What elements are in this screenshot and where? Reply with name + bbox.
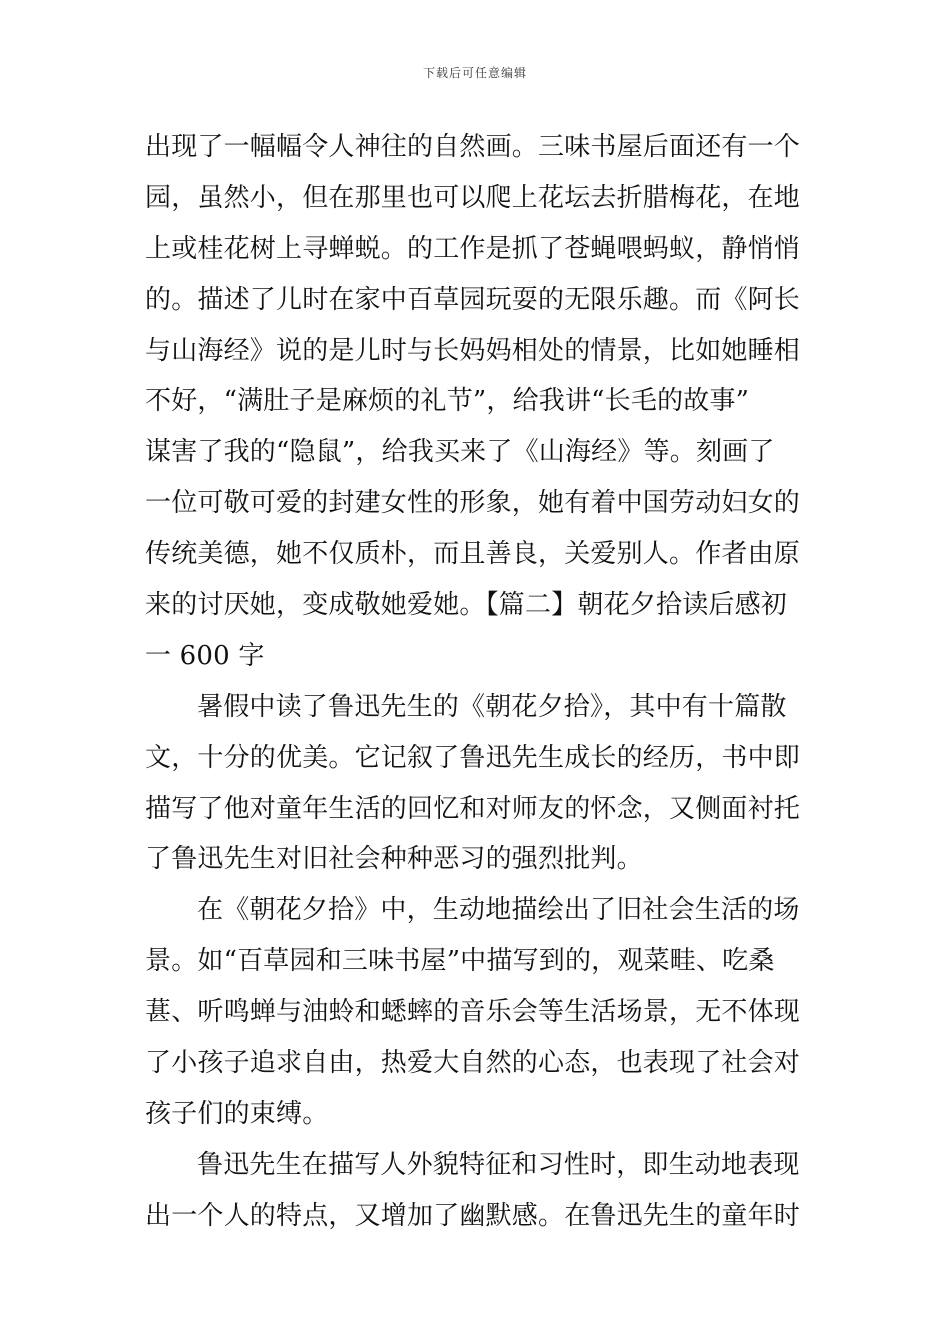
text-line: 不好，“满肚子是麻烦的礼节”，给我讲“长毛的故事” <box>145 386 750 417</box>
document-body <box>145 122 810 1242</box>
text-line-indented: 暑假中读了鲁迅先生的《朝花夕拾》，其中有十篇散 <box>197 691 787 722</box>
text-line: 来的讨厌她，变成敬她爱她。【篇二】朝花夕拾读后感初 <box>145 590 788 621</box>
paragraph-1 <box>145 122 810 682</box>
text-line-indented: 在《朝花夕拾》中，生动地描绘出了旧社会生活的场 <box>197 895 800 926</box>
text-line: 一 600 字 <box>145 640 265 671</box>
text-line: 孩子们的束缚。 <box>145 1098 329 1129</box>
text-line: 描写了他对童年生活的回忆和对师友的怀念，又侧面衬托 <box>145 793 801 824</box>
text-line: 谋害了我的“隐鼠”，给我买来了《山海经》等。刻画了 <box>145 437 775 468</box>
text-line: 出一个人的特点，又增加了幽默感。在鲁迅先生的童年时 <box>145 1200 801 1231</box>
text-line: 葚、听鸣蝉与油蛉和蟋蟀的音乐会等生活场景，无不体现 <box>145 997 801 1028</box>
text-line: 文，十分的优美。它记叙了鲁迅先生成长的经历，书中即 <box>145 742 801 773</box>
text-line: 与山海经》说的是儿时与长妈妈相处的情景，比如她睡相 <box>145 335 801 366</box>
paragraph-3 <box>145 885 810 1139</box>
text-line: 传统美德，她不仅质朴，而且善良，关爱别人。作者由原 <box>145 539 801 570</box>
text-line: 出现了一幅幅令人神往的自然画。三味书屋后面还有一个 <box>145 132 801 162</box>
text-line: 了鲁迅先生对旧社会种种恶习的强烈批判。 <box>145 844 643 875</box>
text-line: 景。如“百草园和三味书屋”中描写到的，观菜畦、吃桑 <box>145 946 775 977</box>
text-line-indented: 鲁迅先生在描写人外貌特征和习性时，即生动地表现 <box>197 1149 800 1180</box>
paragraph-4 <box>145 1140 810 1242</box>
paragraph-2 <box>145 682 810 886</box>
text-line: 的。描述了儿时在家中百草园玩耍的无限乐趣。而《阿长 <box>145 284 801 315</box>
text-line: 了小孩子追求自由，热爱大自然的心态，也表现了社会对 <box>145 1048 801 1079</box>
text-line: 上或桂花树上寻蝉蜕。的工作是抓了苍蝇喂蚂蚁，静悄悄 <box>145 233 801 264</box>
text-line: 园，虽然小，但在那里也可以爬上花坛去折腊梅花，在地 <box>145 182 801 213</box>
page-header: 下载后可任意编辑 <box>422 66 527 80</box>
text-line: 一位可敬可爱的封建女性的形象，她有着中国劳动妇女的 <box>145 488 801 519</box>
